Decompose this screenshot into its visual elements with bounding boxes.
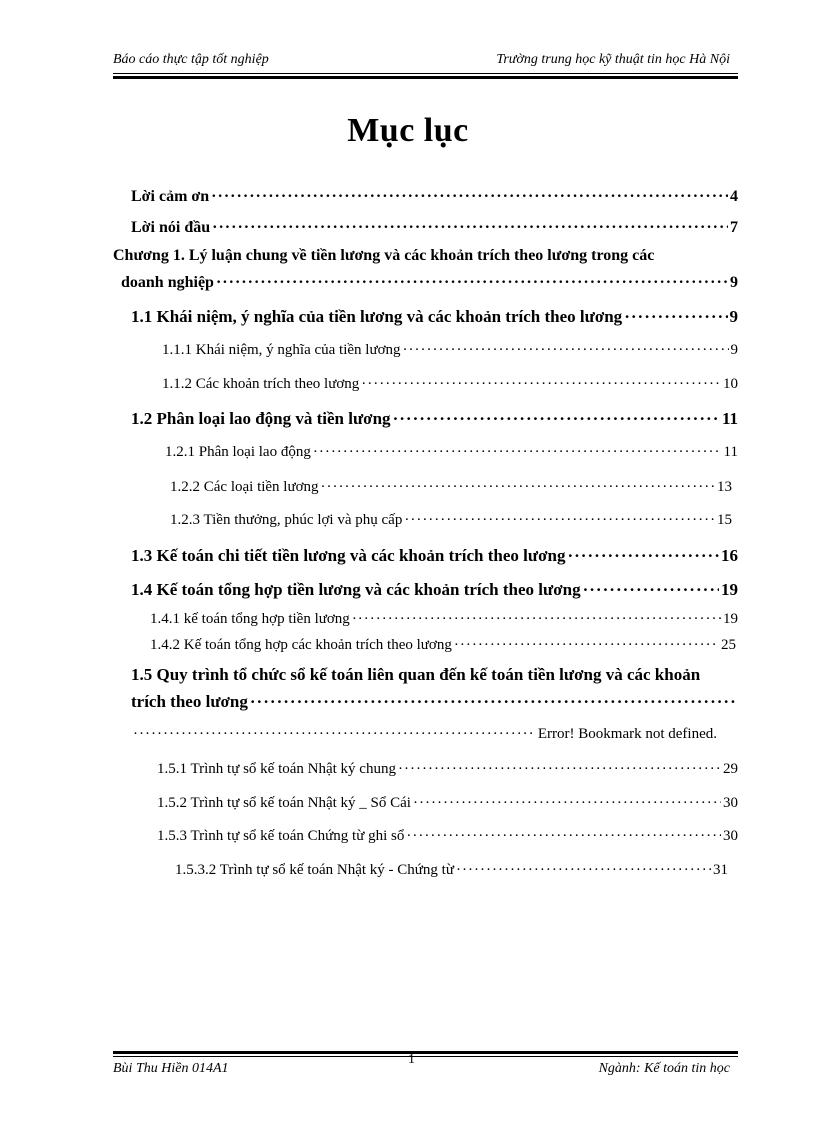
toc-entry[interactable]	[150, 637, 736, 654]
toc-entry-page: 9	[730, 342, 738, 358]
toc-leader	[250, 692, 736, 712]
toc-entry-page: 4	[730, 188, 738, 205]
toc-entry[interactable]	[131, 726, 717, 743]
toc-entry-page: 29	[723, 761, 738, 777]
page-footer	[113, 1052, 738, 1078]
toc-entry[interactable]	[170, 512, 732, 529]
toc-leader	[313, 444, 722, 461]
toc-entry-page: 10	[723, 376, 738, 392]
toc-entry-page: 9	[730, 274, 738, 291]
header-left-text: Báo cáo thực tập tốt nghiệp	[113, 52, 269, 67]
toc-entry-label: 1.3 Kế toán chi tiết tiền lương và các khoản trích theo lương	[131, 546, 566, 565]
toc-leader	[398, 761, 721, 778]
toc-entry[interactable]	[157, 761, 738, 778]
toc-leader	[583, 580, 719, 600]
toc-leader	[212, 219, 728, 237]
toc-entry-page: 11	[723, 444, 738, 460]
toc-leader	[413, 795, 721, 812]
toc-entry-line1[interactable]: Chương 1. Lý luận chung về tiền lương và các khoản trích theo lương trong các	[113, 247, 655, 264]
toc-entry[interactable]	[170, 479, 732, 496]
toc-entry-label: doanh nghiệp	[121, 274, 214, 291]
toc-entry-label: 1.4 Kế toán tổng hợp tiền lương và các khoản trích theo lương	[131, 580, 581, 599]
toc-entry[interactable]	[131, 546, 738, 566]
toc-entry-label: 1.5.1 Trình tự sổ kế toán Nhật ký chung	[157, 761, 396, 777]
toc-entry-label: 1.2.2 Các loại tiền lương	[170, 479, 319, 495]
toc-entry-page: 16	[721, 546, 738, 565]
toc-entry[interactable]	[157, 828, 738, 845]
toc-entry-label: 1.1.1 Khái niệm, ý nghĩa của tiền lương	[162, 342, 401, 358]
header-rule-thin	[113, 73, 738, 74]
toc-entry[interactable]	[131, 580, 738, 600]
toc-entry[interactable]	[175, 862, 728, 879]
toc-leader	[567, 546, 719, 566]
toc-entry[interactable]	[131, 409, 738, 429]
toc-leader	[404, 512, 715, 529]
toc-entry[interactable]	[165, 444, 738, 461]
header-right-text: Trường trung học kỹ thuật tin học Hà Nội	[496, 52, 730, 67]
footer-right-text: Ngành: Kế toán tin học	[598, 1061, 730, 1076]
toc-entry[interactable]	[162, 376, 738, 393]
toc-entry-page: 19	[723, 611, 738, 627]
footer-rule-thick	[113, 1051, 738, 1054]
footer-left-text: Bùi Thu Hiền 014A1	[113, 1061, 229, 1076]
toc-leader	[321, 479, 715, 496]
toc-entry-page: 9	[729, 307, 738, 326]
toc-leader	[352, 611, 721, 628]
toc-entry-line2[interactable]	[131, 692, 738, 712]
toc-entry-page: 30	[723, 828, 738, 844]
toc-entry-label: Lời nói đầu	[131, 219, 211, 236]
toc-leader	[406, 828, 721, 845]
toc-entry-page: Error! Bookmark not defined.	[537, 726, 717, 742]
toc-entry-label: 1.1.2 Các khoản trích theo lương	[162, 376, 360, 392]
toc-entry[interactable]	[162, 342, 738, 359]
toc-entry[interactable]	[150, 611, 738, 628]
toc-entry-label: 1.5.2 Trình tự sổ kế toán Nhật ký _ Sổ Cái	[157, 795, 411, 811]
toc-entry[interactable]	[131, 188, 738, 206]
header-rule-thick	[113, 76, 738, 79]
toc-entry-page: 25	[721, 637, 736, 653]
toc-entry[interactable]	[131, 307, 738, 327]
footer-page-number: 1	[408, 1052, 415, 1067]
toc-entry-label: 1.2.1 Phân loại lao động	[165, 444, 311, 460]
toc-entry[interactable]	[121, 274, 738, 292]
toc-leader	[133, 726, 536, 743]
toc-entry-page: 30	[723, 795, 738, 811]
page-title: Mục lục	[347, 112, 469, 149]
page-header	[113, 50, 738, 70]
toc-entry-label: 1.2.3 Tiền thưởng, phúc lợi và phụ cấp	[170, 512, 403, 528]
toc-leader	[403, 342, 729, 359]
toc-entry-page: 7	[730, 219, 738, 236]
toc-entry-page: 15	[717, 512, 732, 528]
toc-entry-line1[interactable]: 1.5 Quy trình tổ chức sổ kế toán liên quan đến kế toán tiền lương và các khoản	[131, 665, 701, 684]
toc-entry-label: 1.4.1 kế toán tổng hợp tiền lương	[150, 611, 350, 627]
toc-leader	[624, 307, 727, 327]
toc-leader	[361, 376, 721, 393]
toc-entry[interactable]	[157, 795, 738, 812]
toc-entry-label: 1.5.3 Trình tự sổ kế toán Chứng từ ghi sổ	[157, 828, 405, 844]
toc-entry[interactable]	[131, 219, 738, 237]
toc-entry-label: 1.5.3.2 Trình tự sổ kế toán Nhật ký - Chứng từ	[175, 862, 454, 878]
toc-entry-page: 13	[717, 479, 732, 495]
toc-entry-label: trích theo lương	[131, 692, 248, 711]
toc-leader	[456, 862, 711, 879]
toc-leader	[393, 409, 720, 429]
toc-entry-label: 1.2 Phân loại lao động và tiền lương	[131, 409, 391, 428]
toc-entry-label: 1.1 Khái niệm, ý nghĩa của tiền lương và các khoản trích theo lương	[131, 307, 623, 326]
toc-leader	[454, 637, 719, 654]
toc-entry-page: 19	[721, 580, 738, 599]
toc-entry-page: 31	[713, 862, 728, 878]
toc-leader	[216, 274, 728, 292]
toc-entry-page: 11	[721, 409, 738, 428]
toc-entry-label: Lời cảm ơn	[131, 188, 210, 205]
footer-rule-thin	[113, 1056, 738, 1057]
toc-entry-label: 1.4.2 Kế toán tổng hợp các khoản trích theo lương	[150, 637, 452, 653]
toc-leader	[211, 188, 728, 206]
